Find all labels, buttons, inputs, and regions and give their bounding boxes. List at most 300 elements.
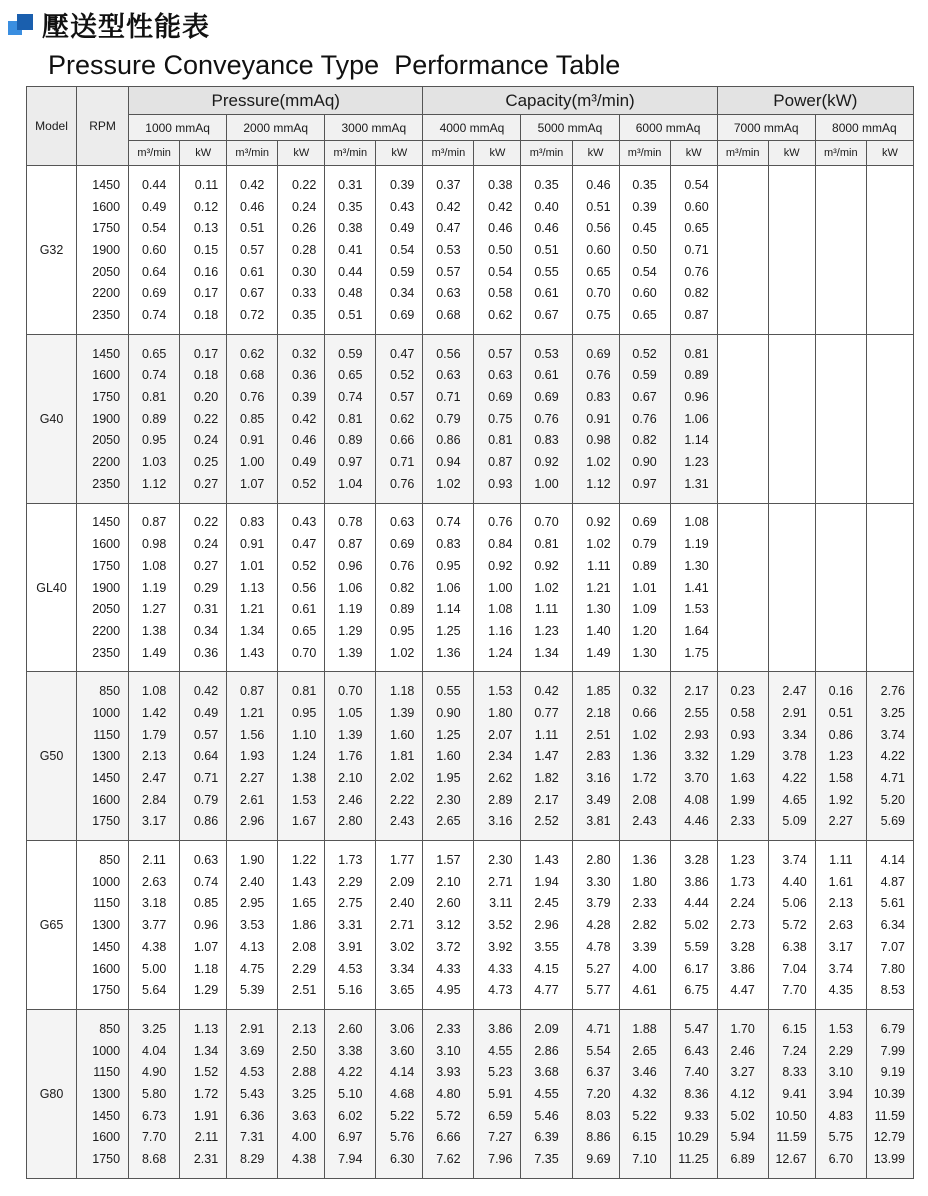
capacity-cell: 0.35: [521, 174, 572, 196]
rpm-cell: 1150: [77, 724, 129, 746]
power-cell: 0.85: [180, 893, 227, 915]
power-cell: 0.60: [572, 239, 619, 261]
empty-cell: [815, 282, 866, 304]
power-cell: 0.93: [474, 473, 521, 495]
capacity-cell: 0.69: [129, 282, 180, 304]
table-row: [27, 512, 914, 534]
rpm-cell: 1450: [77, 936, 129, 958]
capacity-cell: 1.14: [423, 598, 474, 620]
capacity-cell: 0.74: [325, 386, 376, 408]
power-cell: 2.91: [768, 702, 815, 724]
power-cell: 5.47: [670, 1018, 717, 1040]
power-cell: 7.07: [866, 936, 913, 958]
power-cell: 9.69: [572, 1148, 619, 1170]
table-row: [27, 1061, 914, 1083]
unit-power-header: kW: [376, 141, 423, 166]
capacity-cell: 0.95: [129, 430, 180, 452]
power-cell: 1.60: [376, 724, 423, 746]
table-row: [27, 282, 914, 304]
power-cell: 10.39: [866, 1083, 913, 1105]
power-cell: 0.18: [180, 304, 227, 326]
capacity-cell: 1.58: [815, 767, 866, 789]
empty-cell: [815, 451, 866, 473]
power-cell: 5.27: [572, 958, 619, 980]
capacity-cell: 1.99: [717, 789, 768, 811]
power-cell: 2.51: [572, 724, 619, 746]
rpm-cell: 1450: [77, 512, 129, 534]
power-cell: 0.49: [376, 217, 423, 239]
power-cell: 0.49: [278, 451, 325, 473]
power-cell: 0.74: [180, 871, 227, 893]
power-cell: 3.74: [768, 849, 815, 871]
power-cell: 0.71: [670, 239, 717, 261]
empty-cell: [866, 365, 913, 387]
power-cell: 5.69: [866, 811, 913, 833]
empty-cell: [866, 473, 913, 495]
power-cell: 0.46: [278, 430, 325, 452]
capacity-cell: 0.74: [423, 512, 474, 534]
capacity-cell: 2.33: [717, 811, 768, 833]
capacity-cell: 2.65: [423, 811, 474, 833]
unit-capacity-header: m³/min: [717, 141, 768, 166]
capacity-cell: 0.74: [129, 304, 180, 326]
capacity-cell: 7.31: [227, 1127, 278, 1149]
power-cell: 0.26: [278, 217, 325, 239]
power-cell: 2.09: [376, 871, 423, 893]
power-cell: 7.96: [474, 1148, 521, 1170]
power-cell: 1.38: [278, 767, 325, 789]
power-cell: 1.85: [572, 680, 619, 702]
power-cell: 6.38: [768, 936, 815, 958]
power-cell: 0.84: [474, 533, 521, 555]
unit-power-header: kW: [866, 141, 913, 166]
capacity-cell: 0.46: [521, 217, 572, 239]
empty-cell: [717, 598, 768, 620]
rpm-cell: 1900: [77, 408, 129, 430]
capacity-cell: 3.68: [521, 1061, 572, 1083]
empty-cell: [866, 408, 913, 430]
capacity-cell: 1.02: [423, 473, 474, 495]
power-cell: 4.38: [278, 1148, 325, 1170]
table-row: [27, 1148, 914, 1170]
capacity-cell: 4.22: [325, 1061, 376, 1083]
capacity-cell: 0.50: [619, 239, 670, 261]
power-cell: 4.55: [474, 1040, 521, 1062]
pressure-header: 6000 mmAq: [619, 115, 717, 141]
rpm-cell: 2050: [77, 430, 129, 452]
power-cell: 0.76: [474, 512, 521, 534]
power-cell: 8.33: [768, 1061, 815, 1083]
rpm-cell: 850: [77, 680, 129, 702]
power-cell: 7.70: [768, 979, 815, 1001]
power-cell: 2.80: [572, 849, 619, 871]
rpm-cell: 850: [77, 1018, 129, 1040]
table-row: [27, 386, 914, 408]
power-cell: 1.53: [278, 789, 325, 811]
power-cell: 0.63: [376, 512, 423, 534]
capacity-cell: 1.63: [717, 767, 768, 789]
capacity-cell: 3.38: [325, 1040, 376, 1062]
capacity-cell: 2.46: [717, 1040, 768, 1062]
capacity-cell: 4.55: [521, 1083, 572, 1105]
capacity-cell: 3.93: [423, 1061, 474, 1083]
capacity-cell: 0.48: [325, 282, 376, 304]
rpm-cell: 1900: [77, 577, 129, 599]
capacity-cell: 4.13: [227, 936, 278, 958]
power-cell: 0.70: [278, 642, 325, 664]
rpm-cell: 1450: [77, 1105, 129, 1127]
empty-cell: [717, 642, 768, 664]
capacity-cell: 2.82: [619, 914, 670, 936]
empty-cell: [717, 217, 768, 239]
power-cell: 0.75: [474, 408, 521, 430]
capacity-cell: 0.61: [227, 261, 278, 283]
power-cell: 0.56: [278, 577, 325, 599]
model-group: [27, 334, 914, 503]
power-group-header: Power(kW): [717, 87, 913, 115]
empty-cell: [768, 217, 815, 239]
capacity-cell: 4.77: [521, 979, 572, 1001]
power-cell: 4.46: [670, 811, 717, 833]
capacity-cell: 1.88: [619, 1018, 670, 1040]
table-row: [27, 473, 914, 495]
capacity-cell: 0.82: [619, 430, 670, 452]
capacity-cell: 5.72: [423, 1105, 474, 1127]
capacity-cell: 0.87: [227, 680, 278, 702]
power-cell: 7.99: [866, 1040, 913, 1062]
capacity-cell: 0.60: [129, 239, 180, 261]
capacity-cell: 1.95: [423, 767, 474, 789]
power-cell: 4.40: [768, 871, 815, 893]
table-row: [27, 1083, 914, 1105]
power-cell: 0.22: [180, 512, 227, 534]
power-cell: 0.69: [474, 386, 521, 408]
power-cell: 5.59: [670, 936, 717, 958]
capacity-cell: 2.95: [227, 893, 278, 915]
pressure-header: 1000 mmAq: [129, 115, 227, 141]
power-cell: 1.29: [180, 979, 227, 1001]
rpm-cell: 2200: [77, 451, 129, 473]
power-cell: 0.43: [376, 196, 423, 218]
capacity-cell: 0.83: [521, 430, 572, 452]
capacity-cell: 0.76: [521, 408, 572, 430]
rpm-cell: 2350: [77, 473, 129, 495]
power-cell: 0.96: [180, 914, 227, 936]
rpm-column-header: RPM: [77, 87, 129, 166]
capacity-cell: 5.39: [227, 979, 278, 1001]
power-cell: 1.81: [376, 746, 423, 768]
power-cell: 0.49: [180, 702, 227, 724]
empty-cell: [717, 261, 768, 283]
power-cell: 1.53: [670, 598, 717, 620]
empty-cell: [768, 343, 815, 365]
empty-cell: [866, 174, 913, 196]
pressure-header: 2000 mmAq: [227, 115, 325, 141]
capacity-cell: 0.95: [423, 555, 474, 577]
capacity-cell: 4.35: [815, 979, 866, 1001]
capacity-cell: 0.70: [325, 680, 376, 702]
capacity-cell: 2.10: [423, 871, 474, 893]
table-row: [27, 304, 914, 326]
capacity-cell: 2.73: [717, 914, 768, 936]
model-group: [27, 841, 914, 1010]
capacity-cell: 0.67: [521, 304, 572, 326]
power-cell: 0.81: [670, 343, 717, 365]
capacity-cell: 2.29: [815, 1040, 866, 1062]
power-cell: 10.29: [670, 1127, 717, 1149]
pressure-header-row: [27, 115, 914, 141]
capacity-cell: 6.15: [619, 1127, 670, 1149]
capacity-cell: 0.92: [521, 451, 572, 473]
power-cell: 0.11: [180, 174, 227, 196]
capacity-cell: 1.36: [619, 849, 670, 871]
empty-cell: [866, 239, 913, 261]
power-cell: 1.12: [572, 473, 619, 495]
power-cell: 7.27: [474, 1127, 521, 1149]
empty-cell: [717, 196, 768, 218]
power-cell: 0.54: [376, 239, 423, 261]
page-title-english: Pressure Conveyance Type Performance Table: [48, 50, 621, 80]
capacity-cell: 0.92: [521, 555, 572, 577]
capacity-cell: 4.12: [717, 1083, 768, 1105]
capacity-cell: 0.53: [423, 239, 474, 261]
power-cell: 0.89: [670, 365, 717, 387]
capacity-cell: 5.10: [325, 1083, 376, 1105]
power-cell: 3.11: [474, 893, 521, 915]
capacity-cell: 2.91: [227, 1018, 278, 1040]
power-cell: 6.59: [474, 1105, 521, 1127]
unit-capacity-header: m³/min: [521, 141, 572, 166]
power-cell: 0.12: [180, 196, 227, 218]
power-cell: 0.24: [180, 430, 227, 452]
capacity-cell: 1.11: [815, 849, 866, 871]
power-cell: 0.13: [180, 217, 227, 239]
capacity-cell: 2.29: [325, 871, 376, 893]
capacity-cell: 7.62: [423, 1148, 474, 1170]
capacity-cell: 1.11: [521, 724, 572, 746]
power-cell: 4.73: [474, 979, 521, 1001]
capacity-cell: 0.53: [521, 343, 572, 365]
capacity-cell: 0.59: [619, 365, 670, 387]
capacity-cell: 1.39: [325, 642, 376, 664]
capacity-cell: 1.06: [325, 577, 376, 599]
power-cell: 0.18: [180, 365, 227, 387]
capacity-cell: 2.60: [325, 1018, 376, 1040]
capacity-cell: 0.96: [325, 555, 376, 577]
table-row: [27, 702, 914, 724]
empty-cell: [815, 620, 866, 642]
power-cell: 7.24: [768, 1040, 815, 1062]
capacity-cell: 2.65: [619, 1040, 670, 1062]
capacity-cell: 1.29: [325, 620, 376, 642]
capacity-cell: 0.57: [423, 261, 474, 283]
power-cell: 0.36: [180, 642, 227, 664]
capacity-cell: 2.40: [227, 871, 278, 893]
power-cell: 0.29: [180, 577, 227, 599]
empty-cell: [815, 408, 866, 430]
power-cell: 1.43: [278, 871, 325, 893]
capacity-cell: 1.80: [619, 871, 670, 893]
empty-cell: [815, 577, 866, 599]
empty-cell: [768, 282, 815, 304]
rpm-cell: 1300: [77, 746, 129, 768]
power-cell: 4.78: [572, 936, 619, 958]
power-cell: 3.63: [278, 1105, 325, 1127]
capacity-cell: 2.27: [815, 811, 866, 833]
model-group: [27, 503, 914, 672]
power-cell: 8.86: [572, 1127, 619, 1149]
capacity-cell: 1.08: [129, 680, 180, 702]
capacity-cell: 5.02: [717, 1105, 768, 1127]
capacity-cell: 4.33: [423, 958, 474, 980]
rpm-cell: 1000: [77, 871, 129, 893]
capacity-cell: 0.87: [325, 533, 376, 555]
capacity-cell: 0.35: [619, 174, 670, 196]
power-cell: 0.63: [474, 365, 521, 387]
rpm-cell: 2050: [77, 261, 129, 283]
table-header: [27, 87, 914, 166]
capacity-cell: 2.33: [423, 1018, 474, 1040]
empty-cell: [717, 533, 768, 555]
capacity-cell: 1.05: [325, 702, 376, 724]
power-cell: 5.54: [572, 1040, 619, 1062]
capacity-cell: 2.17: [521, 789, 572, 811]
capacity-cell: 0.35: [325, 196, 376, 218]
power-cell: 0.27: [180, 473, 227, 495]
capacity-cell: 3.74: [815, 958, 866, 980]
power-cell: 0.39: [278, 386, 325, 408]
empty-cell: [768, 512, 815, 534]
power-cell: 5.91: [474, 1083, 521, 1105]
power-cell: 4.65: [768, 789, 815, 811]
table-row: [27, 196, 914, 218]
power-cell: 4.33: [474, 958, 521, 980]
power-cell: 1.24: [474, 642, 521, 664]
power-cell: 0.47: [376, 343, 423, 365]
capacity-cell: 0.79: [423, 408, 474, 430]
capacity-cell: 1.34: [521, 642, 572, 664]
capacity-cell: 0.86: [423, 430, 474, 452]
capacity-cell: 1.25: [423, 620, 474, 642]
rpm-cell: 850: [77, 849, 129, 871]
capacity-cell: 0.49: [129, 196, 180, 218]
rpm-cell: 1600: [77, 196, 129, 218]
power-cell: 0.46: [572, 174, 619, 196]
capacity-cell: 6.39: [521, 1127, 572, 1149]
power-cell: 0.61: [278, 598, 325, 620]
table-row: [27, 724, 914, 746]
unit-capacity-header: m³/min: [423, 141, 474, 166]
capacity-cell: 2.08: [619, 789, 670, 811]
capacity-cell: 2.47: [129, 767, 180, 789]
power-cell: 2.88: [278, 1061, 325, 1083]
power-cell: 1.19: [670, 533, 717, 555]
capacity-cell: 5.64: [129, 979, 180, 1001]
power-cell: 11.59: [768, 1127, 815, 1149]
capacity-cell: 2.60: [423, 893, 474, 915]
capacity-cell: 2.52: [521, 811, 572, 833]
rpm-cell: 1600: [77, 789, 129, 811]
power-cell: 0.86: [180, 811, 227, 833]
power-cell: 0.98: [572, 430, 619, 452]
empty-cell: [866, 642, 913, 664]
power-cell: 5.02: [670, 914, 717, 936]
power-cell: 1.08: [670, 512, 717, 534]
power-cell: 0.92: [572, 512, 619, 534]
capacity-cell: 0.79: [619, 533, 670, 555]
rpm-cell: 1600: [77, 533, 129, 555]
capacity-cell: 1.47: [521, 746, 572, 768]
empty-cell: [717, 473, 768, 495]
power-cell: 4.00: [278, 1127, 325, 1149]
capacity-cell: 1.79: [129, 724, 180, 746]
capacity-cell: 3.10: [423, 1040, 474, 1062]
power-cell: 0.38: [474, 174, 521, 196]
capacity-cell: 3.72: [423, 936, 474, 958]
rpm-cell: 1300: [77, 914, 129, 936]
empty-cell: [768, 304, 815, 326]
capacity-cell: 0.63: [423, 365, 474, 387]
power-cell: 1.34: [180, 1040, 227, 1062]
capacity-cell: 0.81: [521, 533, 572, 555]
capacity-cell: 1.12: [129, 473, 180, 495]
capacity-cell: 3.27: [717, 1061, 768, 1083]
power-cell: 1.16: [474, 620, 521, 642]
capacity-cell: 5.22: [619, 1105, 670, 1127]
power-cell: 0.87: [474, 451, 521, 473]
power-cell: 2.76: [866, 680, 913, 702]
capacity-cell: 6.97: [325, 1127, 376, 1149]
capacity-cell: 0.65: [619, 304, 670, 326]
power-cell: 3.02: [376, 936, 423, 958]
capacity-cell: 5.43: [227, 1083, 278, 1105]
empty-cell: [717, 555, 768, 577]
capacity-cell: 3.31: [325, 914, 376, 936]
capacity-cell: 1.02: [619, 724, 670, 746]
capacity-cell: 2.45: [521, 893, 572, 915]
capacity-cell: 3.94: [815, 1083, 866, 1105]
blue-squares-icon: [8, 11, 34, 37]
power-cell: 0.69: [376, 304, 423, 326]
capacity-cell: 1.23: [717, 849, 768, 871]
capacity-cell: 2.75: [325, 893, 376, 915]
empty-cell: [768, 620, 815, 642]
capacity-cell: 1.23: [521, 620, 572, 642]
capacity-cell: 0.32: [619, 680, 670, 702]
capacity-cell: 3.77: [129, 914, 180, 936]
empty-cell: [717, 620, 768, 642]
table-row: [27, 642, 914, 664]
power-cell: 1.21: [572, 577, 619, 599]
capacity-cell: 3.86: [717, 958, 768, 980]
model-name: G50: [27, 672, 77, 841]
table-row: [27, 261, 914, 283]
unit-capacity-header: m³/min: [619, 141, 670, 166]
capacity-cell: 2.96: [227, 811, 278, 833]
power-cell: 1.72: [180, 1083, 227, 1105]
capacity-cell: 2.27: [227, 767, 278, 789]
power-cell: 0.81: [474, 430, 521, 452]
capacity-cell: 1.36: [423, 642, 474, 664]
power-cell: 6.30: [376, 1148, 423, 1170]
capacity-cell: 0.90: [423, 702, 474, 724]
capacity-cell: 0.40: [521, 196, 572, 218]
power-cell: 0.22: [180, 408, 227, 430]
capacity-cell: 3.25: [129, 1018, 180, 1040]
empty-cell: [866, 533, 913, 555]
table-row: [27, 1127, 914, 1149]
empty-cell: [717, 239, 768, 261]
